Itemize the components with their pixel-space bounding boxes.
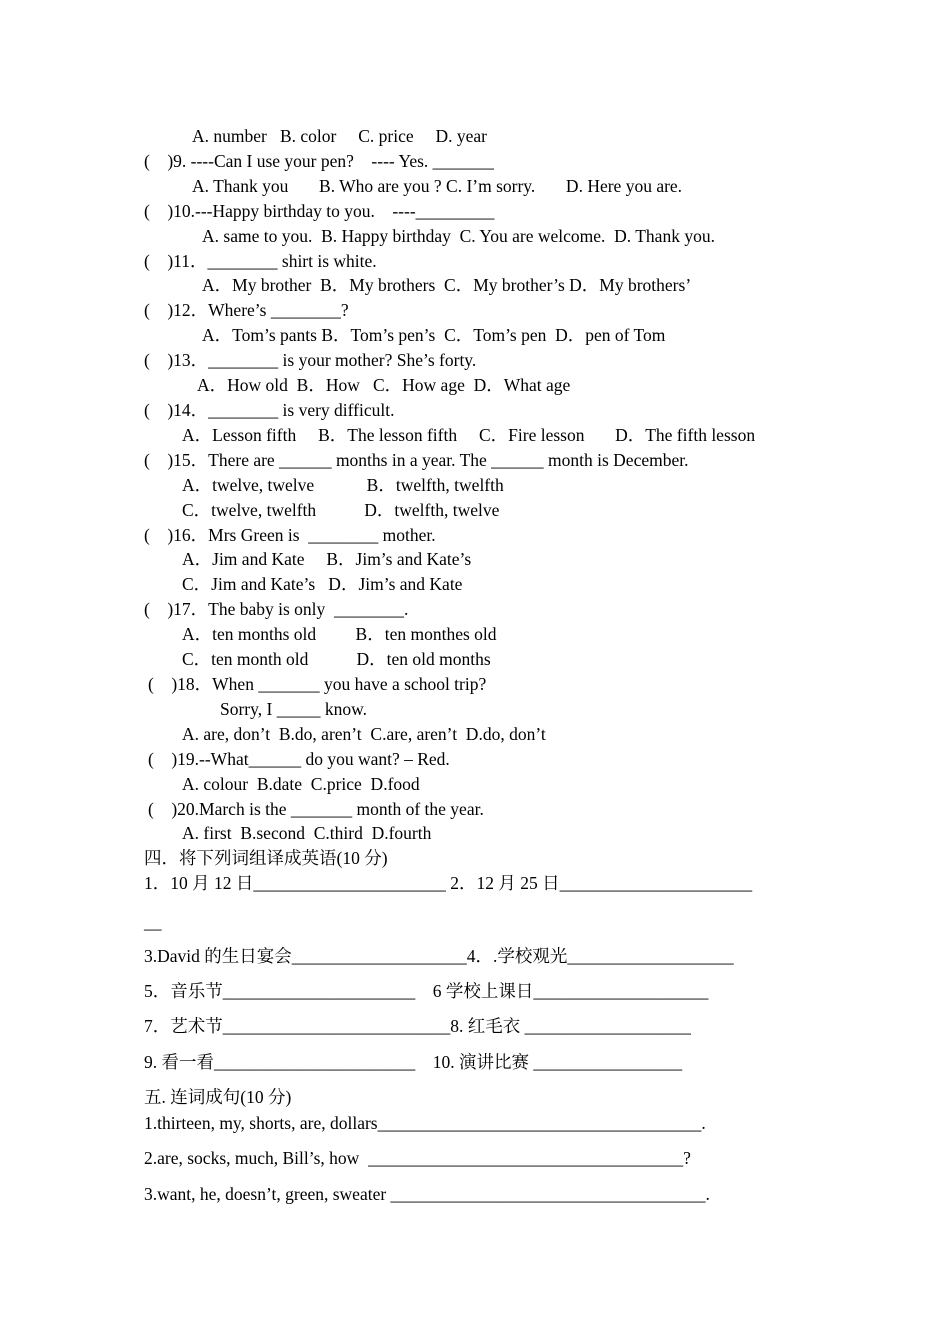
translate-row-5: 9. 看一看_______________________ 10. 演讲比赛 _________________ <box>144 1052 683 1072</box>
q9-options: A. Thank you B. Who are you ? C. I’m sorry. D. Here you are. <box>192 176 683 196</box>
q11-question: ( )11．________ shirt is white. <box>144 251 377 271</box>
q18-question: ( )18．When _______ you have a school trip? <box>148 674 487 694</box>
translate-row-2: 3.David 的生日宴会____________________4．.学校观光___________________ <box>144 946 734 966</box>
q17-options-cd: C．ten month old D．ten old months <box>182 649 491 669</box>
q8-options: A. number B. color C. price D. year <box>192 126 487 146</box>
q16-question: ( )16．Mrs Green is ________ mother. <box>144 525 436 545</box>
section-5-heading: 五. 连词成句(10 分) <box>144 1087 292 1107</box>
q15-options-cd: C．twelve, twelfth D．twelfth, twelve <box>182 500 500 520</box>
translate-row-1-overflow: __ <box>144 912 162 932</box>
sentence-2: 2.are, socks, much, Bill’s, how ____________________________________? <box>144 1148 691 1168</box>
translate-row-3: 5．音乐节______________________ 6 学校上课日____________________ <box>144 981 709 1001</box>
section-4-heading: 四．将下列词组译成英语(10 分) <box>144 848 388 868</box>
q15-options-ab: A．twelve, twelve B．twelfth, twelfth <box>182 475 504 495</box>
q19-options: A. colour B.date C.price D.food <box>182 774 420 794</box>
q9-question: ( )9. ----Can I use your pen? ---- Yes. _______ <box>144 151 494 171</box>
translate-row-1: 1．10 月 12 日______________________ 2．12 月 25 日______________________ <box>144 873 753 893</box>
q14-options: A．Lesson fifth B．The lesson fifth C．Fire lesson D．The fifth lesson <box>182 425 756 445</box>
q12-question: ( )12．Where’s ________? <box>144 300 349 320</box>
q10-question: ( )10.---Happy birthday to you. ----_________ <box>144 201 495 221</box>
q18-reply: Sorry, I _____ know. <box>220 699 367 719</box>
q15-question: ( )15．There are ______ months in a year. The ______ month is December. <box>144 450 689 470</box>
q20-question: ( )20.March is the _______ month of the year. <box>148 799 484 819</box>
q13-options: A．How old B．How C．How age D．What age <box>197 375 571 395</box>
q10-options: A. same to you. B. Happy birthday C. You are welcome. D. Thank you. <box>202 226 715 246</box>
q16-options-ab: A．Jim and Kate B．Jim’s and Kate’s <box>182 549 472 569</box>
q18-options: A. are, don’t B.do, aren’t C.are, aren’t D.do, don’t <box>182 724 546 744</box>
q11-options: A．My brother B．My brothers C．My brother’s D．My brothers’ <box>202 275 692 295</box>
translate-row-4: 7．艺术节__________________________8. 红毛衣 ___________________ <box>144 1016 691 1036</box>
q17-options-ab: A．ten months old B．ten monthes old <box>182 624 497 644</box>
q19-question: ( )19.--What______ do you want? – Red. <box>148 749 450 769</box>
q20-options: A. first B.second C.third D.fourth <box>182 823 432 843</box>
q13-question: ( )13．________ is your mother? She’s forty. <box>144 350 477 370</box>
q12-options: A．Tom’s pants B．Tom’s pen’s C．Tom’s pen D．pen of Tom <box>202 325 666 345</box>
q16-options-cd: C．Jim and Kate’s D．Jim’s and Kate <box>182 574 463 594</box>
sentence-3: 3.want, he, doesn’t, green, sweater ____________________________________. <box>144 1184 710 1204</box>
q14-question: ( )14．________ is very difficult. <box>144 400 395 420</box>
sentence-1: 1.thirteen, my, shorts, are, dollars_____________________________________. <box>144 1113 706 1133</box>
q17-question: ( )17．The baby is only ________. <box>144 599 409 619</box>
